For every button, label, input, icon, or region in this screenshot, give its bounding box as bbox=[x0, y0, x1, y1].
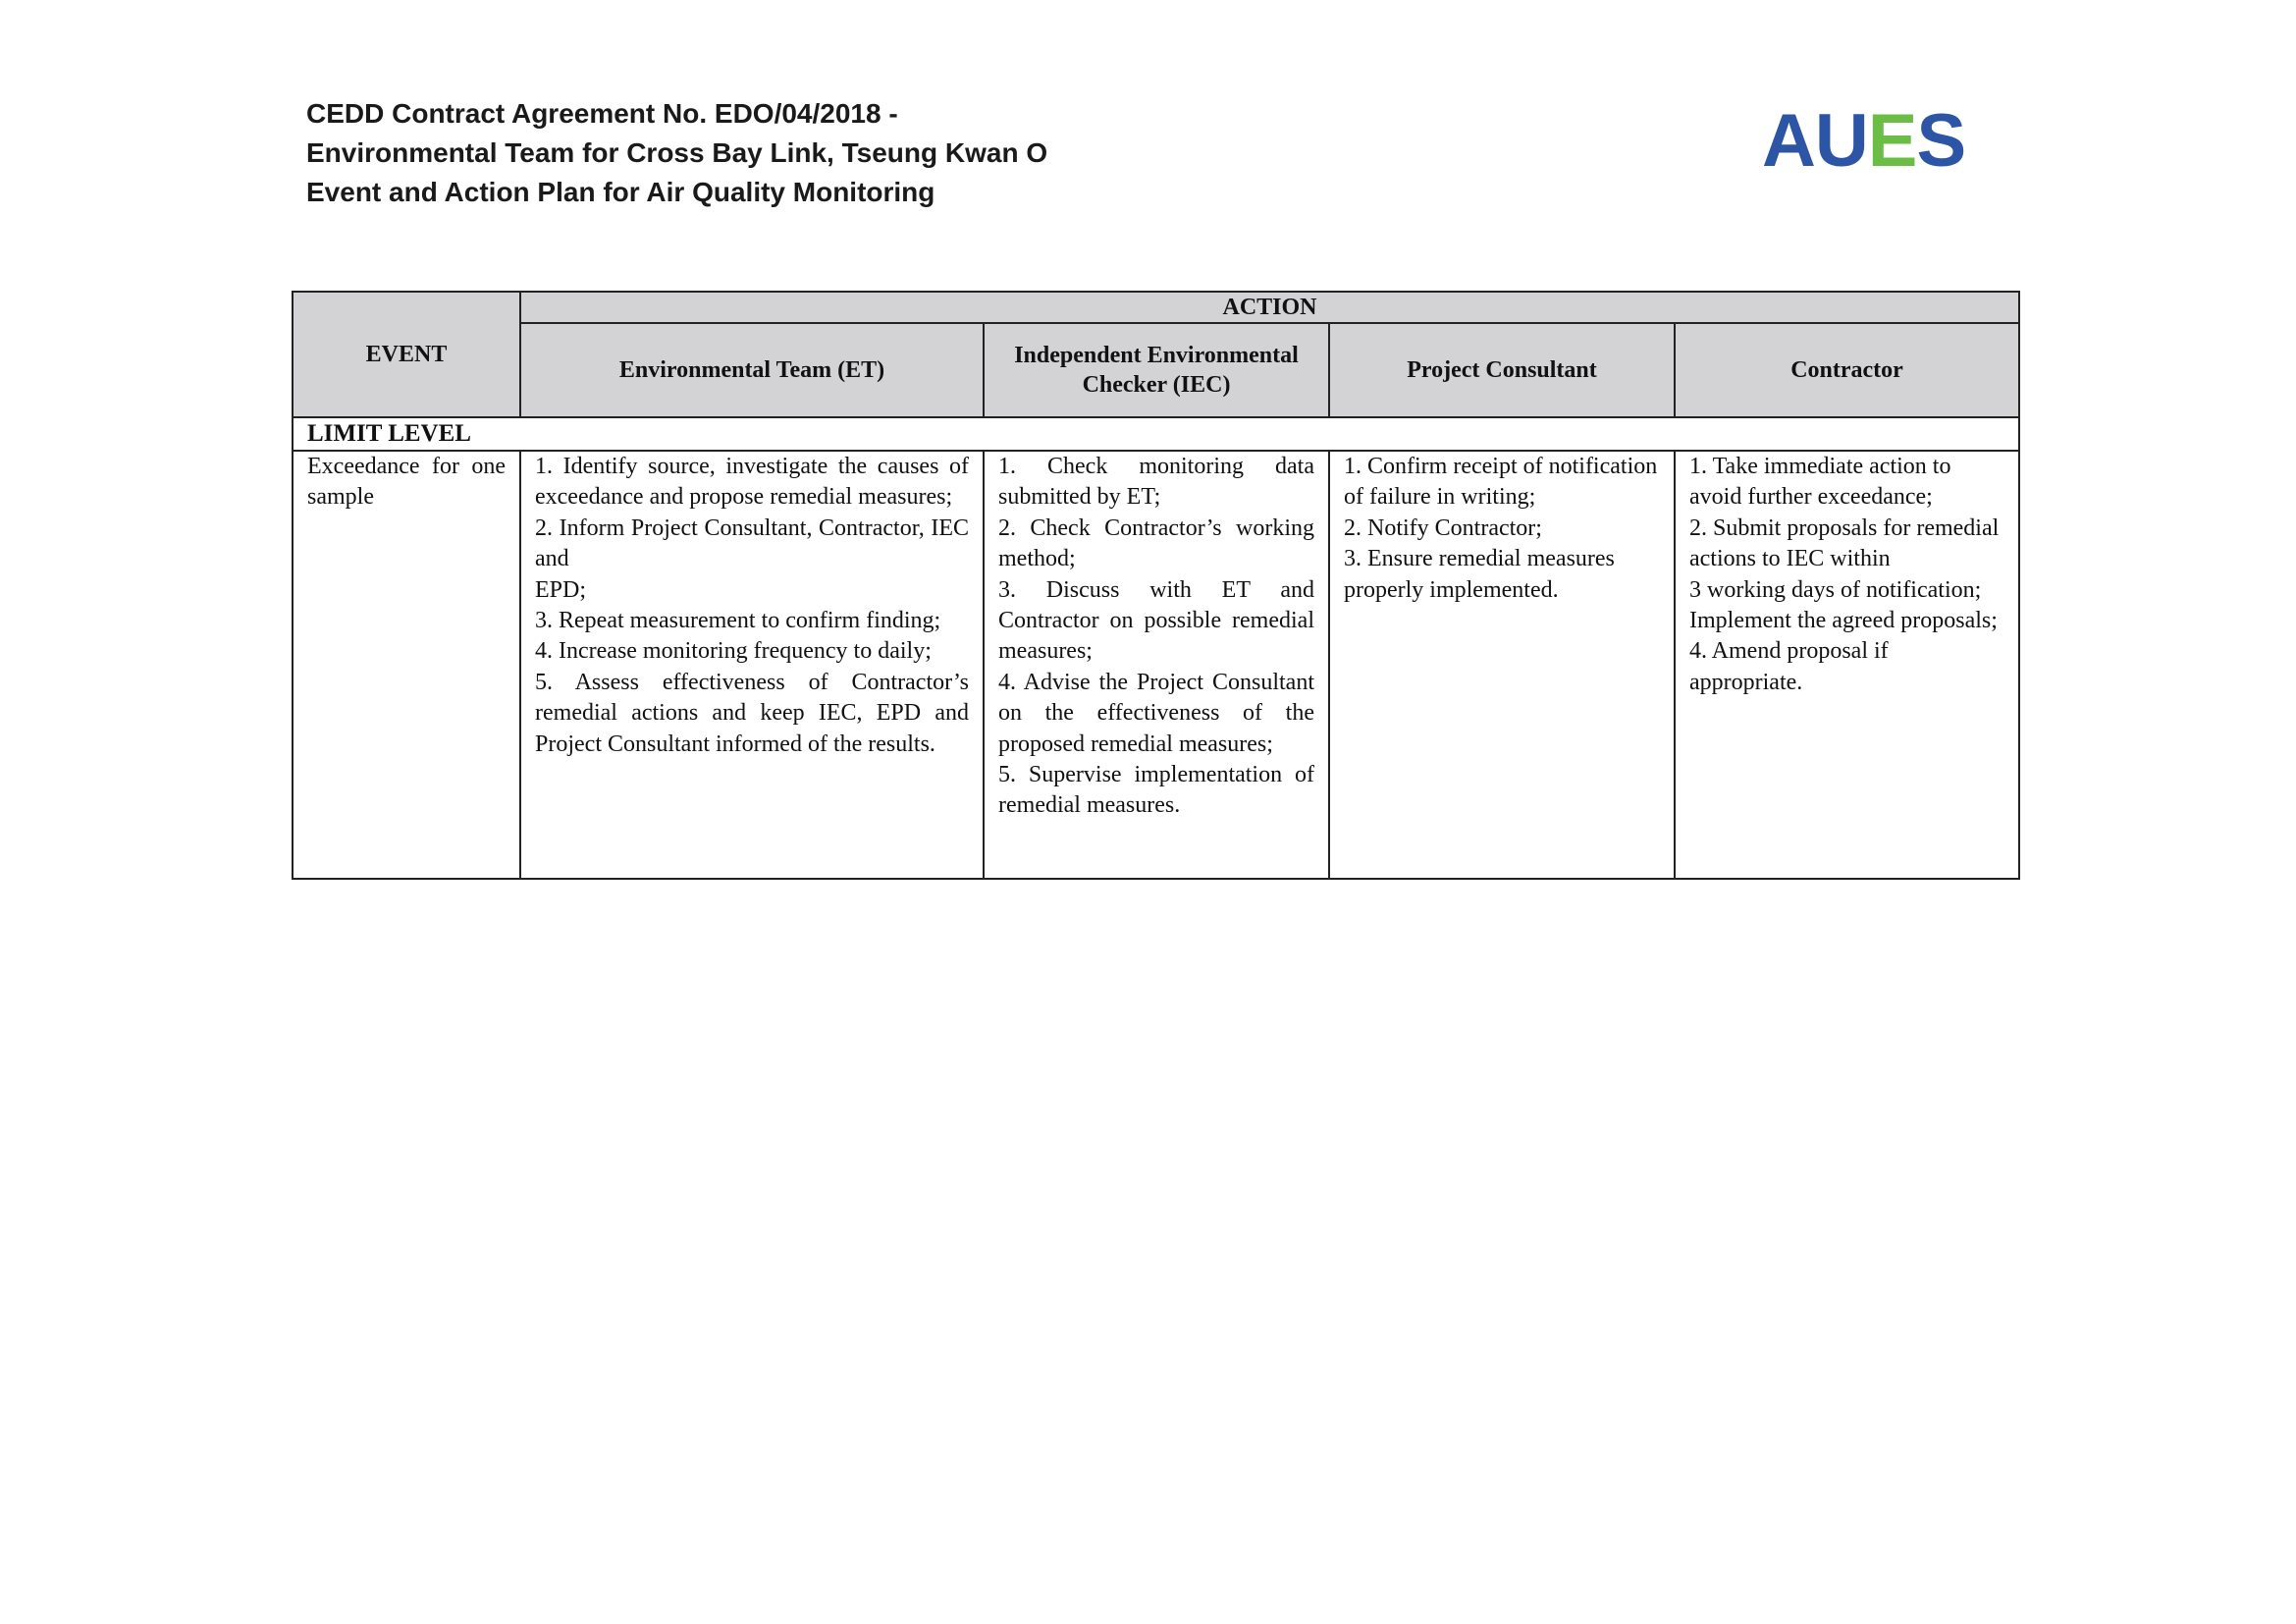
header-project-line: Environmental Team for Cross Bay Link, Tseung Kwan O bbox=[306, 137, 1048, 168]
contractor-action-item: 1. Take immediate action to avoid further exceedance; bbox=[1689, 454, 1951, 511]
contractor-action-item: Implement the agreed proposals; bbox=[1689, 608, 1998, 634]
event-cell: Exceedance for one sample bbox=[293, 451, 520, 879]
column-header-et: Environmental Team (ET) bbox=[520, 323, 984, 417]
et-action-item: 3. Repeat measurement to confirm finding; bbox=[535, 608, 941, 634]
iec-action-item: 1. Check monitoring data submitted by ET; bbox=[998, 454, 1314, 511]
column-header-contractor: Contractor bbox=[1675, 323, 2019, 417]
contractor-action-item: 3 working days of notification; bbox=[1689, 576, 1982, 603]
iec-action-item: 2. Check Contractor’s working method; bbox=[998, 514, 1314, 572]
table-row bbox=[293, 451, 2019, 879]
consultant-action-item: 3. Ensure remedial measures properly implemented. bbox=[1344, 546, 1615, 603]
header-contract-line: CEDD Contract Agreement No. EDO/04/2018 - bbox=[306, 98, 898, 129]
et-action-item: 2. Inform Project Consultant, Contractor, IEC and bbox=[535, 514, 969, 572]
et-action-item: EPD; bbox=[535, 576, 587, 603]
column-header-project-consultant: Project Consultant bbox=[1329, 323, 1675, 417]
contractor-action-item: 4. Amend proposal if appropriate. bbox=[1689, 638, 1889, 695]
logo-part-e: E bbox=[1867, 99, 1917, 183]
consultant-action-item: 1. Confirm receipt of notification of failure in writing; bbox=[1344, 454, 1658, 511]
column-header-iec: Independent Environmental Checker (IEC) bbox=[984, 323, 1329, 417]
aues-logo bbox=[1762, 99, 1966, 183]
action-header: ACTION bbox=[520, 292, 2019, 323]
et-action-item: 5. Assess effectiveness of Contractor’s remedial actions and keep IEC, EPD and Project Consultant informed of the results. bbox=[535, 669, 969, 757]
iec-action-item: 5. Supervise implementation of remedial measures. bbox=[998, 762, 1314, 819]
consultant-action-item: 2. Notify Contractor; bbox=[1344, 514, 1542, 541]
logo-part-au: AU bbox=[1762, 99, 1868, 183]
consultant-actions-cell bbox=[1329, 451, 1675, 879]
header-title-line: Event and Action Plan for Air Quality Monitoring bbox=[306, 177, 935, 207]
et-action-item: 4. Increase monitoring frequency to daily; bbox=[535, 638, 932, 665]
et-actions-cell bbox=[520, 451, 984, 879]
contractor-action-item: 2. Submit proposals for remedial actions to IEC within bbox=[1689, 514, 2000, 572]
logo-part-s: S bbox=[1916, 99, 1966, 183]
contractor-actions-cell bbox=[1675, 451, 2019, 879]
et-action-item: 1. Identify source, investigate the causes of exceedance and propose remedial measures; bbox=[535, 454, 969, 511]
document-header bbox=[306, 94, 1047, 212]
iec-action-item: 4. Advise the Project Consultant on the effectiveness of the proposed remedial measures; bbox=[998, 669, 1314, 757]
iec-action-item: 3. Discuss with ET and Contractor on possible remedial measures; bbox=[998, 576, 1314, 665]
section-limit-level: LIMIT LEVEL bbox=[293, 417, 2019, 451]
iec-actions-cell bbox=[984, 451, 1329, 879]
event-header: EVENT bbox=[293, 292, 520, 417]
event-action-plan-table bbox=[292, 291, 2020, 880]
